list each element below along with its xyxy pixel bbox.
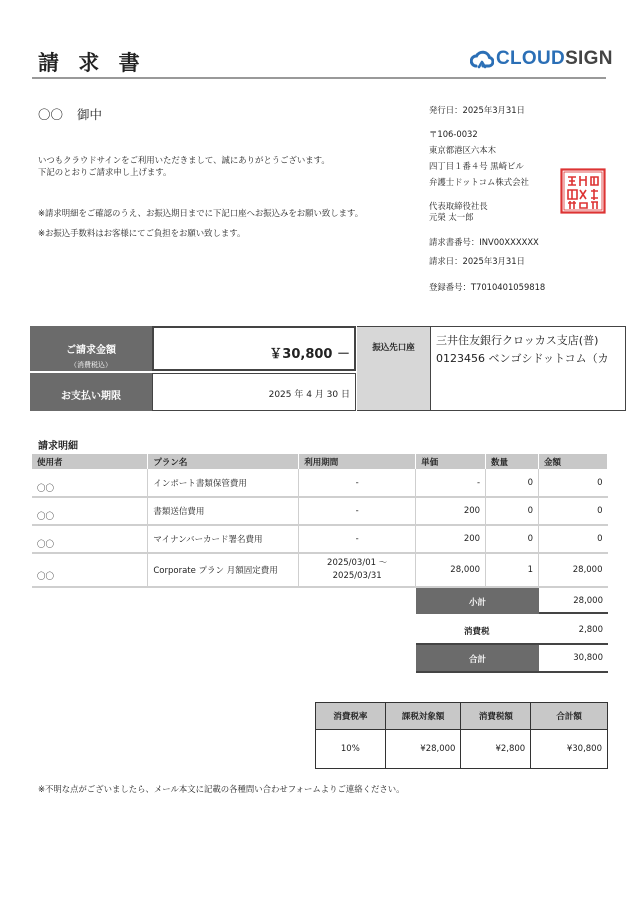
logo-cloud-text: CLOUD — [496, 48, 566, 69]
bank-label-cell — [357, 326, 430, 411]
cell-qty: 0 — [486, 497, 539, 525]
cell-period: 2025/03/01 〜 2025/03/31 — [299, 553, 416, 587]
greeting-line-2: 下記のとおりご請求申し上げます。 — [38, 167, 172, 177]
recipient-name: 〇〇 — [38, 107, 64, 122]
amount-value: ￥30,800 － — [269, 347, 350, 362]
cell-user: 〇〇 — [32, 469, 148, 497]
amount-label: ご請求金額 — [66, 345, 116, 356]
bank-value-cell — [430, 326, 626, 411]
col-amount: 金額 — [538, 454, 607, 469]
footer-note: ※不明な点がございましたら、メール本文に記載の各種問い合わせフォームよりご連絡ください。 — [38, 784, 405, 794]
cell-period: - — [299, 469, 416, 497]
total-label: 合計 — [468, 655, 486, 665]
details-header-row — [32, 454, 608, 469]
company-seal-stamp — [560, 168, 606, 214]
issuer-rep-title: 代表取締役社長 — [429, 201, 488, 211]
issuer-address-2: 四丁目１番４号 黒崎ビル — [429, 161, 524, 171]
subtotal-label: 小計 — [468, 598, 486, 608]
cell-user: 〇〇 — [32, 497, 148, 525]
cell-period: - — [299, 497, 416, 525]
table-row — [32, 469, 608, 497]
tax-data-row — [316, 730, 608, 769]
due-value-cell — [152, 373, 356, 411]
subtotal-value: 28,000 — [573, 596, 603, 606]
amount-label-cell — [30, 326, 152, 371]
col-unit-price: 単価 — [416, 454, 486, 469]
tax-amount: ¥2,800 — [461, 730, 531, 769]
invoice-date: 請求日：2025年3月31日 — [429, 256, 525, 266]
bank-line-1: 三井住友銀行クロッカス支店(普) — [436, 334, 599, 347]
issuer-address-1: 東京都港区六本木 — [429, 145, 496, 155]
cell-qty: 0 — [486, 525, 539, 553]
note-1: ※請求明細をご確認のうえ、お振込期日までに下記口座へお振込みをお願い致します。 — [38, 208, 364, 218]
issuer-company: 弁護士ドットコム株式会社 — [429, 177, 529, 187]
table-row — [32, 497, 608, 525]
cell-user: 〇〇 — [32, 525, 148, 553]
col-plan: プラン名 — [148, 454, 299, 469]
cell-period: - — [299, 525, 416, 553]
table-row — [32, 525, 608, 553]
col-quantity: 数量 — [486, 454, 539, 469]
cell-unit: 28,000 — [416, 553, 486, 587]
subtotal-value-cell — [539, 588, 608, 614]
cell-unit: 200 — [416, 525, 486, 553]
cell-unit: 200 — [416, 497, 486, 525]
amount-sub-label: （消費税込） — [70, 361, 112, 369]
recipient-honorific: 御中 — [77, 107, 103, 122]
note-2: ※お振込手数料はお客様にてご負担をお願い致します。 — [38, 228, 246, 238]
col-user: 使用者 — [32, 454, 148, 469]
details-table — [32, 454, 608, 588]
col-period: 利用期間 — [299, 454, 416, 469]
invoice-number: 請求書番号：INV00XXXXXX — [429, 237, 539, 247]
tax-rate: 10% — [316, 730, 386, 769]
cloudsign-logo-icon — [470, 48, 494, 70]
greeting-line-1: いつもクラウドサインをご利用いただきまして、誠にありがとうございます。 — [38, 155, 330, 165]
cell-unit: - — [416, 469, 486, 497]
cloudsign-logo — [470, 48, 613, 70]
cell-amount: 0 — [538, 497, 607, 525]
tax-taxable-amount: ¥28,000 — [385, 730, 461, 769]
subtotal-label-cell — [416, 588, 539, 614]
table-row — [32, 553, 608, 587]
page-title: 請 求 書 — [38, 51, 146, 75]
due-label-cell — [30, 373, 152, 411]
cell-plan: インポート書類保管費用 — [148, 469, 299, 497]
bank-label: 振込先口座 — [372, 343, 415, 353]
due-label: お支払い期限 — [61, 391, 121, 402]
details-title: 請求明細 — [38, 441, 78, 452]
total-label-cell — [416, 645, 539, 671]
cell-plan: マイナンバーカード署名費用 — [148, 525, 299, 553]
issuer-postal: 〒106-0032 — [429, 129, 478, 139]
total-value: 30,800 — [573, 653, 603, 663]
tax-col-taxable: 課税対象額 — [385, 703, 461, 730]
tax-label: 消費税 — [464, 627, 490, 637]
tax-col-total: 合計額 — [531, 703, 608, 730]
issuer-rep-name: 元榮 太一郎 — [429, 212, 474, 222]
cell-qty: 1 — [486, 553, 539, 587]
tax-header-row — [316, 703, 608, 730]
tax-total-amount: ¥30,800 — [531, 730, 608, 769]
tax-col-rate: 消費税率 — [316, 703, 386, 730]
due-value: 2025 年 4 月 30 日 — [268, 390, 350, 400]
registration-number: 登録番号：T7010401059818 — [429, 282, 546, 292]
cell-user: 〇〇 — [32, 553, 148, 587]
tax-col-tax: 消費税額 — [461, 703, 531, 730]
tax-breakdown-table — [315, 702, 608, 769]
cell-amount: 0 — [538, 469, 607, 497]
header-divider — [32, 77, 606, 79]
logo-sign-text: SIGN — [565, 48, 613, 69]
cell-qty: 0 — [486, 469, 539, 497]
recipient — [38, 105, 102, 123]
cell-plan: Corporate プラン 月額固定費用 — [148, 553, 299, 587]
cell-plan: 書類送信費用 — [148, 497, 299, 525]
tax-value: 2,800 — [578, 625, 603, 635]
cell-amount: 0 — [538, 525, 607, 553]
bank-line-2: 0123456 ベンゴシドットコム（カ — [436, 352, 609, 365]
cell-amount: 28,000 — [538, 553, 607, 587]
issue-date: 発行日：2025年3月31日 — [429, 105, 525, 115]
amount-value-cell — [152, 326, 356, 371]
